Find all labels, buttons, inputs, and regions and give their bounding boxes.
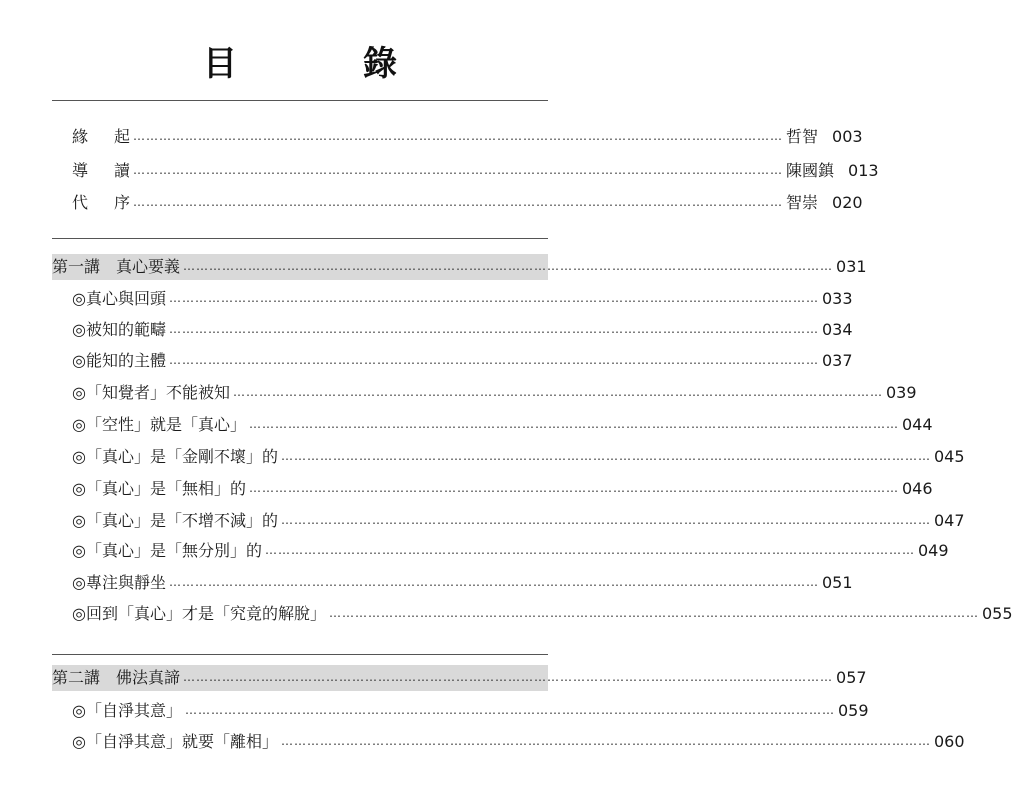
dot-leader: …………………………………………………………………………………………………………………………………… (232, 385, 883, 399)
entry-author: 智崇 (786, 193, 819, 212)
toc-section[interactable] (72, 572, 853, 594)
section-label: ◎「真心」是「無分別」的 (72, 541, 262, 560)
dot-leader: …………………………………………………………………………………………………………………………………… (133, 195, 784, 209)
chapter-label: 第一講 真心要義 (52, 257, 181, 276)
title-divider (52, 100, 548, 101)
section-label: ◎「自淨其意」就要「離相」 (72, 732, 278, 751)
toc-section[interactable] (72, 288, 853, 310)
dot-leader: …………………………………………………………………………………………………………………………………… (168, 291, 819, 305)
chapter-page: 057 (836, 668, 867, 687)
section-page: 047 (933, 511, 965, 530)
dot-leader: …………………………………………………………………………………………………………………………………… (328, 606, 979, 620)
section-page: 051 (821, 573, 853, 592)
section-divider (52, 654, 548, 655)
section-page: 037 (821, 351, 853, 370)
toc-section[interactable] (72, 478, 933, 500)
section-page: 039 (885, 383, 917, 402)
dot-leader: …………………………………………………………………………………………………………………………………… (133, 163, 784, 177)
section-label: ◎能知的主體 (72, 351, 166, 370)
dot-leader: …………………………………………………………………………………………………………………………………… (248, 481, 899, 495)
toc-section[interactable] (72, 540, 949, 562)
section-page: 034 (821, 320, 853, 339)
chapter-label: 第二講 佛法真諦 (52, 668, 181, 687)
dot-leader: …………………………………………………………………………………………………………………………………… (183, 670, 834, 684)
toc-section[interactable] (72, 382, 917, 404)
toc-chapter-2[interactable] (52, 667, 867, 689)
dot-leader: …………………………………………………………………………………………………………………………………… (184, 703, 835, 717)
dot-leader: …………………………………………………………………………………………………………………………………… (280, 513, 931, 527)
toc-entry-front-3[interactable] (72, 192, 863, 214)
chapter-page: 031 (836, 257, 867, 276)
entry-author: 哲智 (786, 127, 819, 146)
dot-leader: …………………………………………………………………………………………………………………………………… (183, 259, 834, 273)
entry-label: 緣起 (72, 127, 157, 146)
section-label: ◎「空性」就是「真心」 (72, 415, 246, 434)
entry-label: 導讀 (72, 161, 157, 180)
entry-page: 003 (832, 127, 863, 146)
toc-section[interactable] (72, 700, 869, 722)
section-page: 033 (821, 289, 853, 308)
entry-author: 陳國鎮 (786, 161, 835, 180)
page-title: 目 錄 (203, 44, 443, 84)
dot-leader: …………………………………………………………………………………………………………………………………… (280, 449, 931, 463)
entry-label: 代序 (72, 193, 157, 212)
entry-page: 020 (832, 193, 863, 212)
section-page: 060 (933, 732, 965, 751)
section-label: ◎「真心」是「無相」的 (72, 479, 246, 498)
dot-leader: …………………………………………………………………………………………………………………………………… (168, 575, 819, 589)
toc-chapter-1[interactable] (52, 256, 867, 278)
dot-leader: …………………………………………………………………………………………………………………………………… (168, 322, 819, 336)
section-page: 059 (837, 701, 869, 720)
section-divider (52, 238, 548, 239)
toc-entry-front-1[interactable] (72, 126, 863, 148)
toc-section[interactable] (72, 510, 965, 532)
dot-leader: …………………………………………………………………………………………………………………………………… (280, 734, 931, 748)
section-label: ◎真心與回頭 (72, 289, 166, 308)
section-page: 044 (901, 415, 933, 434)
toc-section[interactable] (72, 446, 965, 468)
entry-page: 013 (848, 161, 879, 180)
toc-section[interactable] (72, 603, 1013, 625)
toc-section[interactable] (72, 414, 933, 436)
toc-entry-front-2[interactable] (72, 160, 879, 182)
dot-leader: …………………………………………………………………………………………………………………………………… (133, 129, 784, 143)
section-label: ◎「真心」是「金剛不壞」的 (72, 447, 278, 466)
section-page: 055 (981, 604, 1013, 623)
section-page: 049 (917, 541, 949, 560)
toc-section[interactable] (72, 731, 965, 753)
section-label: ◎被知的範疇 (72, 320, 166, 339)
section-page: 046 (901, 479, 933, 498)
section-label: ◎專注與靜坐 (72, 573, 166, 592)
section-label: ◎「自淨其意」 (72, 701, 182, 720)
section-label: ◎「知覺者」不能被知 (72, 383, 230, 402)
dot-leader: …………………………………………………………………………………………………………………………………… (168, 353, 819, 367)
section-label: ◎「真心」是「不增不減」的 (72, 511, 278, 530)
section-label: ◎回到「真心」才是「究竟的解脫」 (72, 604, 326, 623)
dot-leader: …………………………………………………………………………………………………………………………………… (248, 417, 899, 431)
toc-section[interactable] (72, 350, 853, 372)
toc-section[interactable] (72, 319, 853, 341)
section-page: 045 (933, 447, 965, 466)
dot-leader: …………………………………………………………………………………………………………………………………… (264, 543, 915, 557)
